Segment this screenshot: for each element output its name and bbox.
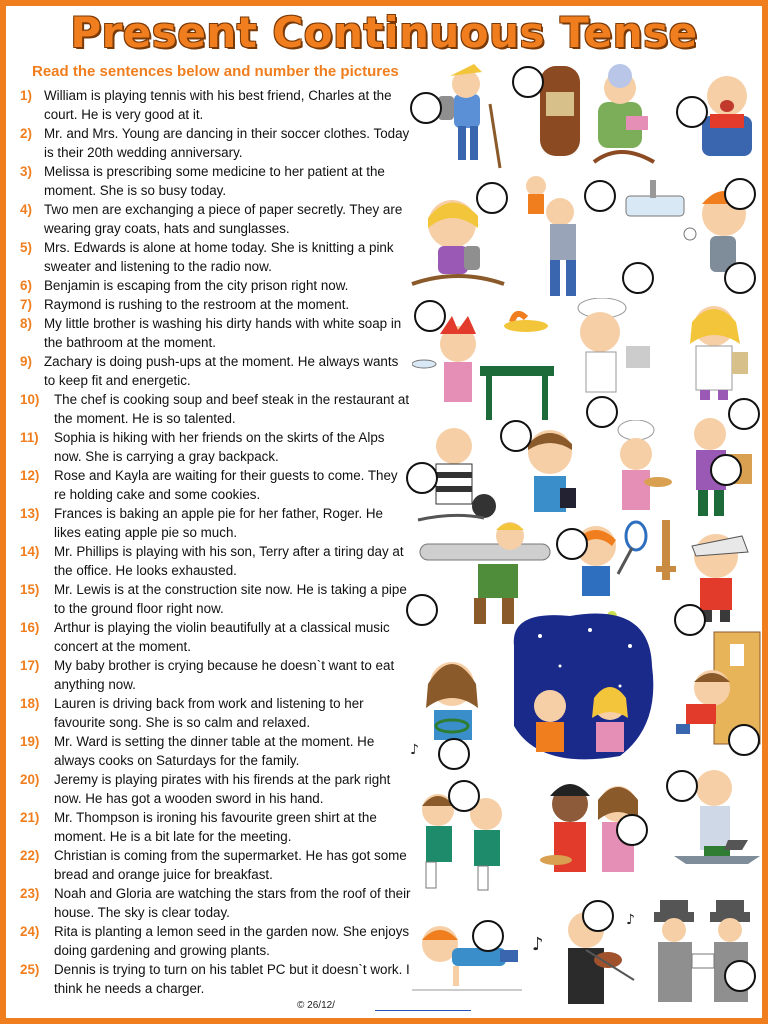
sentence-item (20, 884, 412, 922)
answer-circle[interactable] (448, 780, 480, 812)
sentence-number: 2) (20, 126, 32, 141)
sentence-text: Dennis is trying to turn on his tablet PC but it doesn`t work. I think he needs a charger. (54, 962, 410, 996)
sentence-number: 19) (20, 734, 40, 749)
sentence-item (20, 770, 412, 808)
sentence-text: Mr. Thompson is ironing his favourite green shirt at the moment. He is a bit late for the meeting. (54, 810, 377, 844)
sentence-number: 3) (20, 164, 32, 179)
sentence-item (20, 542, 412, 580)
pirate-boy-illustration (656, 516, 766, 624)
knitting-lady-illustration (534, 62, 674, 174)
sentence-item (20, 466, 412, 504)
baker-girl-illustration (602, 420, 672, 530)
sentence-text: Rita is planting a lemon seed in the garden now. She enjoys doing gardening and growing plants. (54, 924, 410, 958)
sentence-number: 15) (20, 582, 40, 597)
sentence-text: Arthur is playing the violin beautifully at a classical music concert at the moment. (54, 620, 390, 654)
sentence-number: 4) (20, 202, 32, 217)
sentence-text: Melissa is prescribing some medicine to her patient at the moment. She is so busy today. (44, 164, 385, 198)
push-ups-illustration (412, 920, 522, 1004)
sentence-item (20, 846, 412, 884)
answer-circle[interactable] (586, 396, 618, 428)
instruction-text: Read the sentences below and number the pictures (32, 63, 399, 80)
sentence-list (20, 86, 412, 998)
sentence-item (20, 162, 412, 200)
sentence-number: 20) (20, 772, 40, 787)
answer-circle[interactable] (438, 738, 470, 770)
sentence-item (20, 922, 412, 960)
answer-circle[interactable] (500, 420, 532, 452)
sentence-text: Mrs. Edwards is alone at home today. She is knitting a pink sweater and listening to the radio now. (44, 240, 394, 274)
sentence-text: Benjamin is escaping from the city prison right now. (44, 278, 349, 293)
sentence-text: My baby brother is crying because he doesn`t want to eat anything now. (54, 658, 395, 692)
sentence-number: 11) (20, 430, 39, 445)
sentence-text: The chef is cooking soup and beef steak in the restaurant at the moment. He is so talented. (54, 392, 410, 426)
sentence-text: Mr. Ward is setting the dinner table at the moment. He always cooks on Saturdays for the family. (54, 734, 375, 768)
answer-circle[interactable] (728, 724, 760, 756)
copyright-text: © 26/12/ (297, 1000, 335, 1011)
sentence-item (20, 86, 412, 124)
answer-circle[interactable] (414, 300, 446, 332)
sentence-item (20, 732, 412, 770)
answer-circle[interactable] (724, 178, 756, 210)
sentence-item (20, 618, 412, 656)
sentence-number: 21) (20, 810, 40, 825)
answer-circle[interactable] (616, 814, 648, 846)
sentence-number: 25) (20, 962, 40, 977)
answer-circle[interactable] (724, 960, 756, 992)
sentence-item (20, 504, 412, 542)
sentence-item (20, 656, 412, 694)
sentence-text: Mr. Phillips is playing with his son, Terry after a tiring day at the office. He looks exhausted. (54, 544, 404, 578)
sentence-text: Rose and Kayla are waiting for their guests to come. They re holding cake and some cookies. (54, 468, 398, 502)
sentence-text: Mr. and Mrs. Young are dancing in their soccer clothes. Today is their 20th wedding anniversary. (44, 126, 410, 160)
sentence-item (20, 200, 412, 238)
sentence-number: 22) (20, 848, 40, 863)
footer (6, 1000, 762, 1011)
sentence-number: 7) (20, 297, 32, 312)
sentence-number: 13) (20, 506, 40, 521)
svg-text:♪: ♪ (410, 742, 419, 758)
answer-circle[interactable] (710, 454, 742, 486)
answer-circle[interactable] (410, 92, 442, 124)
sentence-item (20, 428, 412, 466)
sentence-text: Zachary is doing push-ups at the moment. He always wants to keep fit and energetic. (44, 354, 399, 388)
answer-circle[interactable] (724, 262, 756, 294)
sentence-text: Raymond is rushing to the restroom at the moment. (44, 297, 350, 312)
sentence-text: Lauren is driving back from work and listening to her favourite song. She is so calm and relaxed. (54, 696, 364, 730)
sentence-item (20, 295, 412, 314)
sentence-text: Christian is coming from the supermarket. He has got some bread and orange juice for breakfast. (54, 848, 407, 882)
doctor-illustration (666, 296, 766, 402)
sentence-number: 8) (20, 316, 32, 331)
sentence-text: My little brother is washing his dirty hands with white soap in the bathroom at the moment. (44, 316, 402, 350)
sentence-number: 14) (20, 544, 40, 559)
answer-circle[interactable] (476, 182, 508, 214)
sentence-number: 1) (20, 88, 32, 103)
sentence-text: Sophia is hiking with her friends on the skirts of the Alps now. She is carrying a gray backpack. (54, 430, 385, 464)
sentence-text: Two men are exchanging a piece of paper secretly. They are wearing gray coats, hats and sunglasses. (44, 202, 403, 236)
sentence-item (20, 314, 412, 352)
chef-cooking-illustration (502, 298, 652, 402)
sentence-item (20, 124, 412, 162)
answer-circle[interactable] (666, 770, 698, 802)
footer-link-underline[interactable] (375, 1000, 471, 1011)
page-title: Present Continuous Tense (70, 8, 698, 57)
svg-text:♪: ♪ (626, 912, 635, 928)
sentence-item (20, 238, 412, 276)
sentence-text: Frances is baking an apple pie for her father, Roger. He likes eating apple pie so much. (54, 506, 384, 540)
answer-circle[interactable] (406, 462, 438, 494)
svg-text:♪: ♪ (532, 934, 544, 955)
sentence-item (20, 390, 412, 428)
illustrations-area (406, 58, 766, 1008)
answer-circle[interactable] (584, 180, 616, 212)
answer-circle[interactable] (728, 398, 760, 430)
sentence-number: 6) (20, 278, 32, 293)
answer-circle[interactable] (674, 604, 706, 636)
sentence-text: Mr. Lewis is at the construction site now. He is taking a pipe to the ground floor right now. (54, 582, 407, 616)
sentence-item (20, 276, 412, 295)
answer-circle[interactable] (472, 920, 504, 952)
answer-circle[interactable] (512, 66, 544, 98)
sentence-text: Jeremy is playing pirates with his firends at the park right now. He has got a wooden sword in his hand. (54, 772, 391, 806)
sentence-number: 12) (20, 468, 40, 483)
answer-circle[interactable] (582, 900, 614, 932)
sentence-number: 18) (20, 696, 40, 711)
sentence-number: 24) (20, 924, 40, 939)
sentence-number: 9) (20, 354, 32, 369)
sentence-item (20, 580, 412, 618)
sentence-number: 17) (20, 658, 40, 673)
sentence-item (20, 808, 412, 846)
secret-agents-illustration (640, 894, 766, 1010)
sentence-text: William is playing tennis with his best friend, Charles at the court. He is very good at it. (44, 88, 392, 122)
answer-circle[interactable] (406, 594, 438, 626)
sentence-number: 10) (20, 392, 40, 407)
answer-circle[interactable] (622, 262, 654, 294)
sentence-number: 23) (20, 886, 40, 901)
answer-circle[interactable] (676, 96, 708, 128)
sentence-item (20, 694, 412, 732)
sentence-text: Noah and Gloria are watching the stars from the roof of their house. The sky is clear today. (54, 886, 411, 920)
stargazing-illustration (500, 606, 660, 766)
answer-circle[interactable] (556, 528, 588, 560)
sentence-item (20, 960, 412, 998)
sentence-number: 16) (20, 620, 40, 635)
sentence-number: 5) (20, 240, 32, 255)
sentence-item (20, 352, 412, 390)
